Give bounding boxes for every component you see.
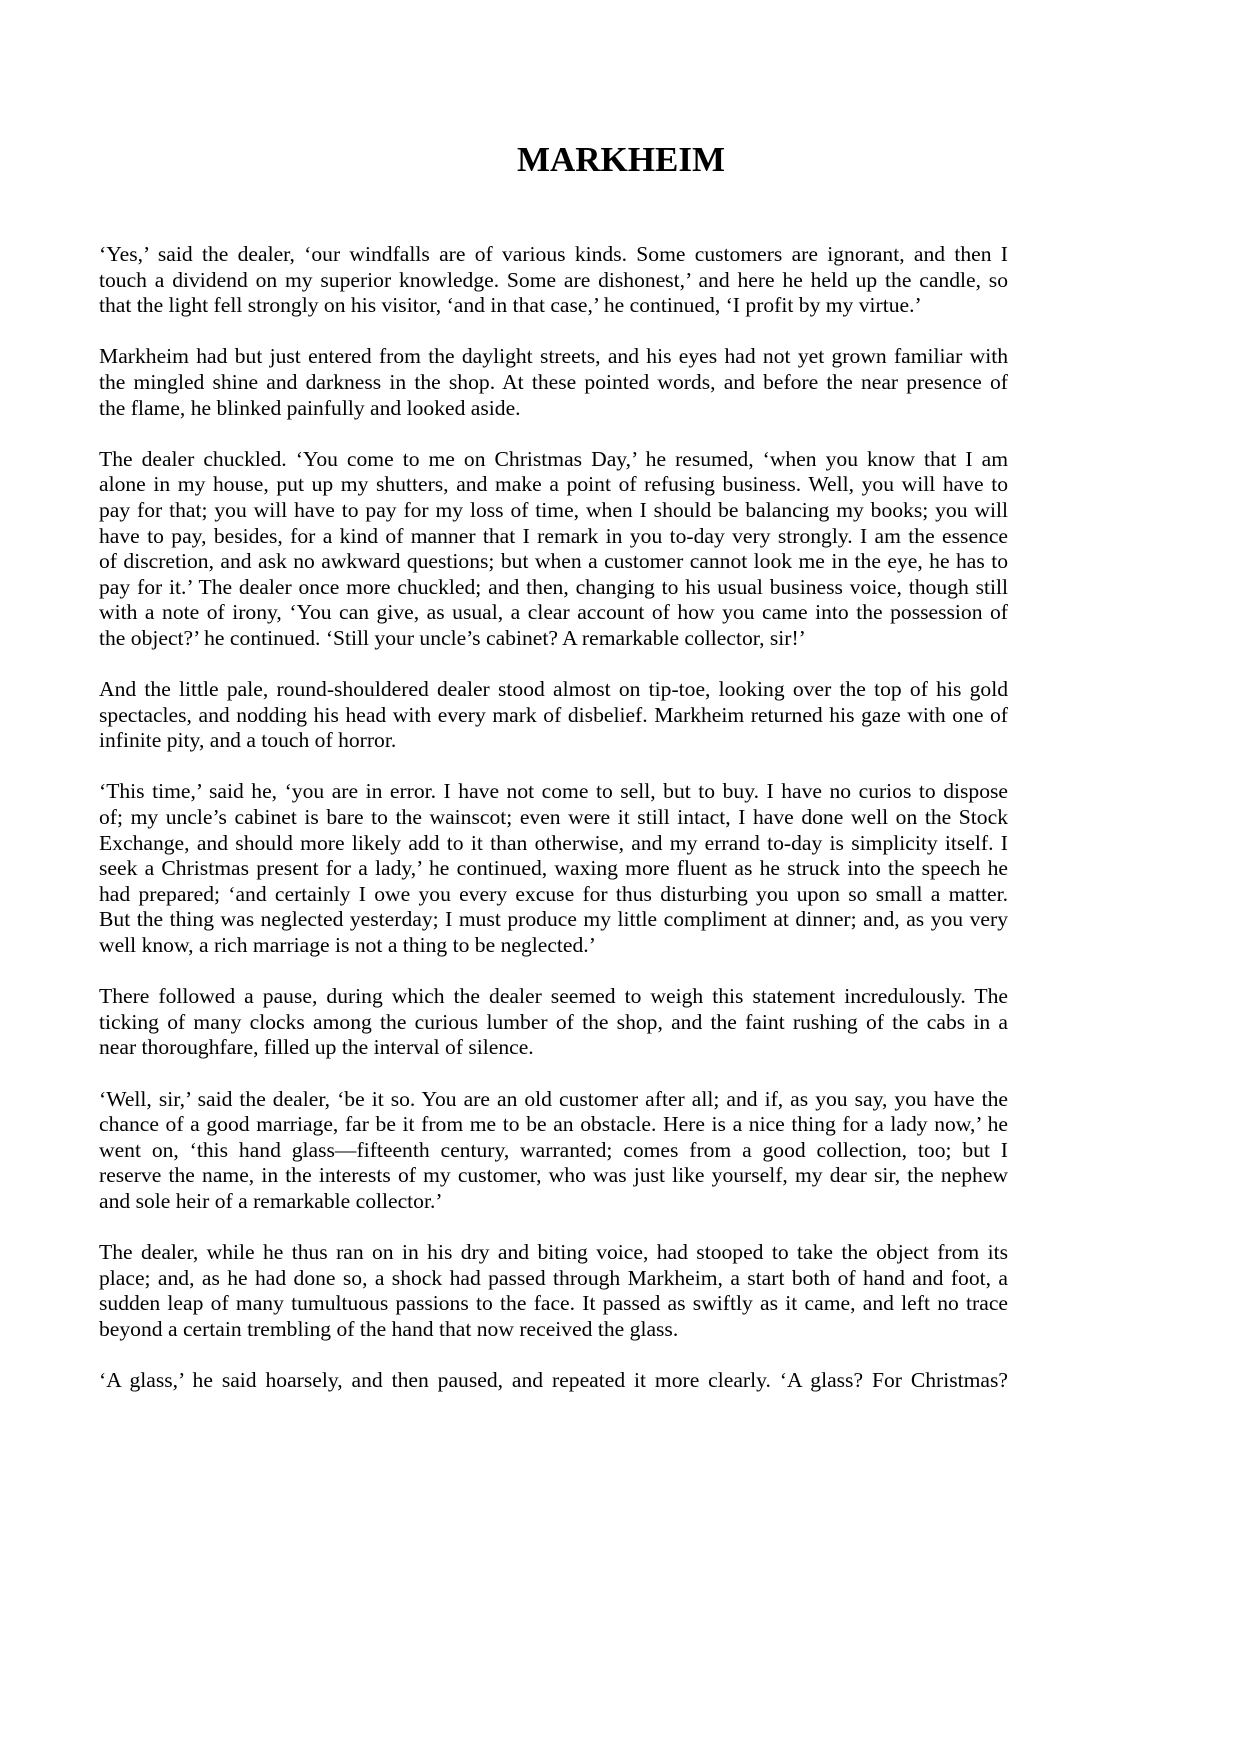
text-line: place; and, as he had done so, a shock had passed through Markheim, a start both of hand and foot, a: [99, 1265, 1008, 1290]
text-line: near thoroughfare, filled up the interval of silence.: [99, 1035, 534, 1060]
text-line: ‘A glass,’ he said hoarsely, and then paused, and repeated it more clearly. ‘A glass? For Christmas?: [99, 1368, 1008, 1393]
text-line: with a note of irony, ‘You can give, as usual, a clear account of how you came into the possession of: [99, 600, 1008, 625]
text-line: went on, ‘this hand glass—fifteenth century, warranted; comes from a good collection, too; but I: [99, 1137, 1008, 1162]
text-line: of discretion, and ask no awkward questions; but when a customer cannot look me in the eye, he has to: [99, 549, 1008, 574]
text-line: the object?’ he continued. ‘Still your uncle’s cabinet? A remarkable collector, sir!’: [99, 625, 806, 650]
text-line: But the thing was neglected yesterday; I must produce my little compliment at dinner; and, as you very: [99, 907, 1008, 932]
paragraph: [99, 242, 1008, 319]
paragraph: [99, 1087, 1008, 1215]
paragraph: [99, 344, 1008, 421]
text-line: alone in my house, put up my shutters, and make a point of refusing business. Well, you will have to: [99, 472, 1008, 497]
text-line: And the little pale, round-shouldered dealer stood almost on tip-toe, looking over the top of his gold: [99, 677, 1008, 702]
paragraph: [99, 447, 1008, 652]
document-body: [99, 242, 1008, 1419]
paragraph: [99, 1368, 1008, 1394]
text-line: of; my uncle’s cabinet is bare to the wainscot; even were it still intact, I have done well on the Stock: [99, 805, 1008, 830]
text-line: The dealer, while he thus ran on in his dry and biting voice, had stooped to take the object from its: [99, 1240, 1008, 1265]
paragraph: [99, 677, 1008, 754]
text-line: ticking of many clocks among the curious lumber of the shop, and the faint rushing of the cabs in a: [99, 1009, 1008, 1034]
page-title: MARKHEIM: [516, 140, 726, 179]
paragraph: [99, 779, 1008, 958]
text-line: There followed a pause, during which the dealer seemed to weigh this statement incredulously. The: [99, 984, 1008, 1009]
text-line: spectacles, and nodding his head with every mark of disbelief. Markheim returned his gaze with one of: [99, 702, 1008, 727]
text-line: seek a Christmas present for a lady,’ he continued, waxing more fluent as he struck into the speech he: [99, 856, 1008, 881]
text-line: well know, a rich marriage is not a thing to be neglected.’: [99, 933, 596, 958]
text-line: beyond a certain trembling of the hand that now received the glass.: [99, 1316, 679, 1341]
text-line: pay for it.’ The dealer once more chuckled; and then, changing to his usual business voice, though still: [99, 574, 1008, 599]
text-line: and sole heir of a remarkable collector.’: [99, 1188, 443, 1213]
text-line: pay for that; you will have to pay for my loss of time, when I should be balancing my books; you will: [99, 497, 1008, 522]
text-line: the mingled shine and darkness in the shop. At these pointed words, and before the near presence of: [99, 369, 1008, 394]
text-line: infinite pity, and a touch of horror.: [99, 728, 397, 753]
text-line: The dealer chuckled. ‘You come to me on Christmas Day,’ he resumed, ‘when you know that I am: [99, 446, 1008, 471]
text-line: Exchange, and should more likely add to it than otherwise, and my errand to-day is simplicity itself. I: [99, 830, 1008, 855]
text-line: chance of a good marriage, far be it from me to be an obstacle. Here is a nice thing for a lady now,’ he: [99, 1112, 1008, 1137]
text-line: that the light fell strongly on his visitor, ‘and in that case,’ he continued, ‘I profit by my virtue.’: [99, 293, 922, 318]
text-line: touch a dividend on my superior knowledge. Some are dishonest,’ and here he held up the candle, so: [99, 267, 1008, 292]
text-line: had prepared; ‘and certainly I owe you every excuse for thus disturbing you upon so small a matter.: [99, 881, 1008, 906]
text-line: ‘Well, sir,’ said the dealer, ‘be it so. You are an old customer after all; and if, as you say, you have the: [99, 1086, 1008, 1111]
text-line: Markheim had but just entered from the daylight streets, and his eyes had not yet grown familiar with: [99, 344, 1008, 369]
text-line: the flame, he blinked painfully and looked aside.: [99, 395, 521, 420]
paragraph: [99, 1240, 1008, 1342]
text-line: reserve the name, in the interests of my customer, who was just like yourself, my dear sir, the nephew: [99, 1163, 1008, 1188]
text-line: sudden leap of many tumultuous passions to the face. It passed as swiftly as it came, and left no trace: [99, 1291, 1008, 1316]
text-line: ‘Yes,’ said the dealer, ‘our windfalls are of various kinds. Some customers are ignorant, and then I: [99, 242, 1008, 266]
text-line: have to pay, besides, for a kind of manner that I remark in you to-day very strongly. I am the essence: [99, 523, 1008, 548]
text-line: ‘This time,’ said he, ‘you are in error. I have not come to sell, but to buy. I have no curios to dispose: [99, 779, 1008, 804]
paragraph: [99, 984, 1008, 1061]
